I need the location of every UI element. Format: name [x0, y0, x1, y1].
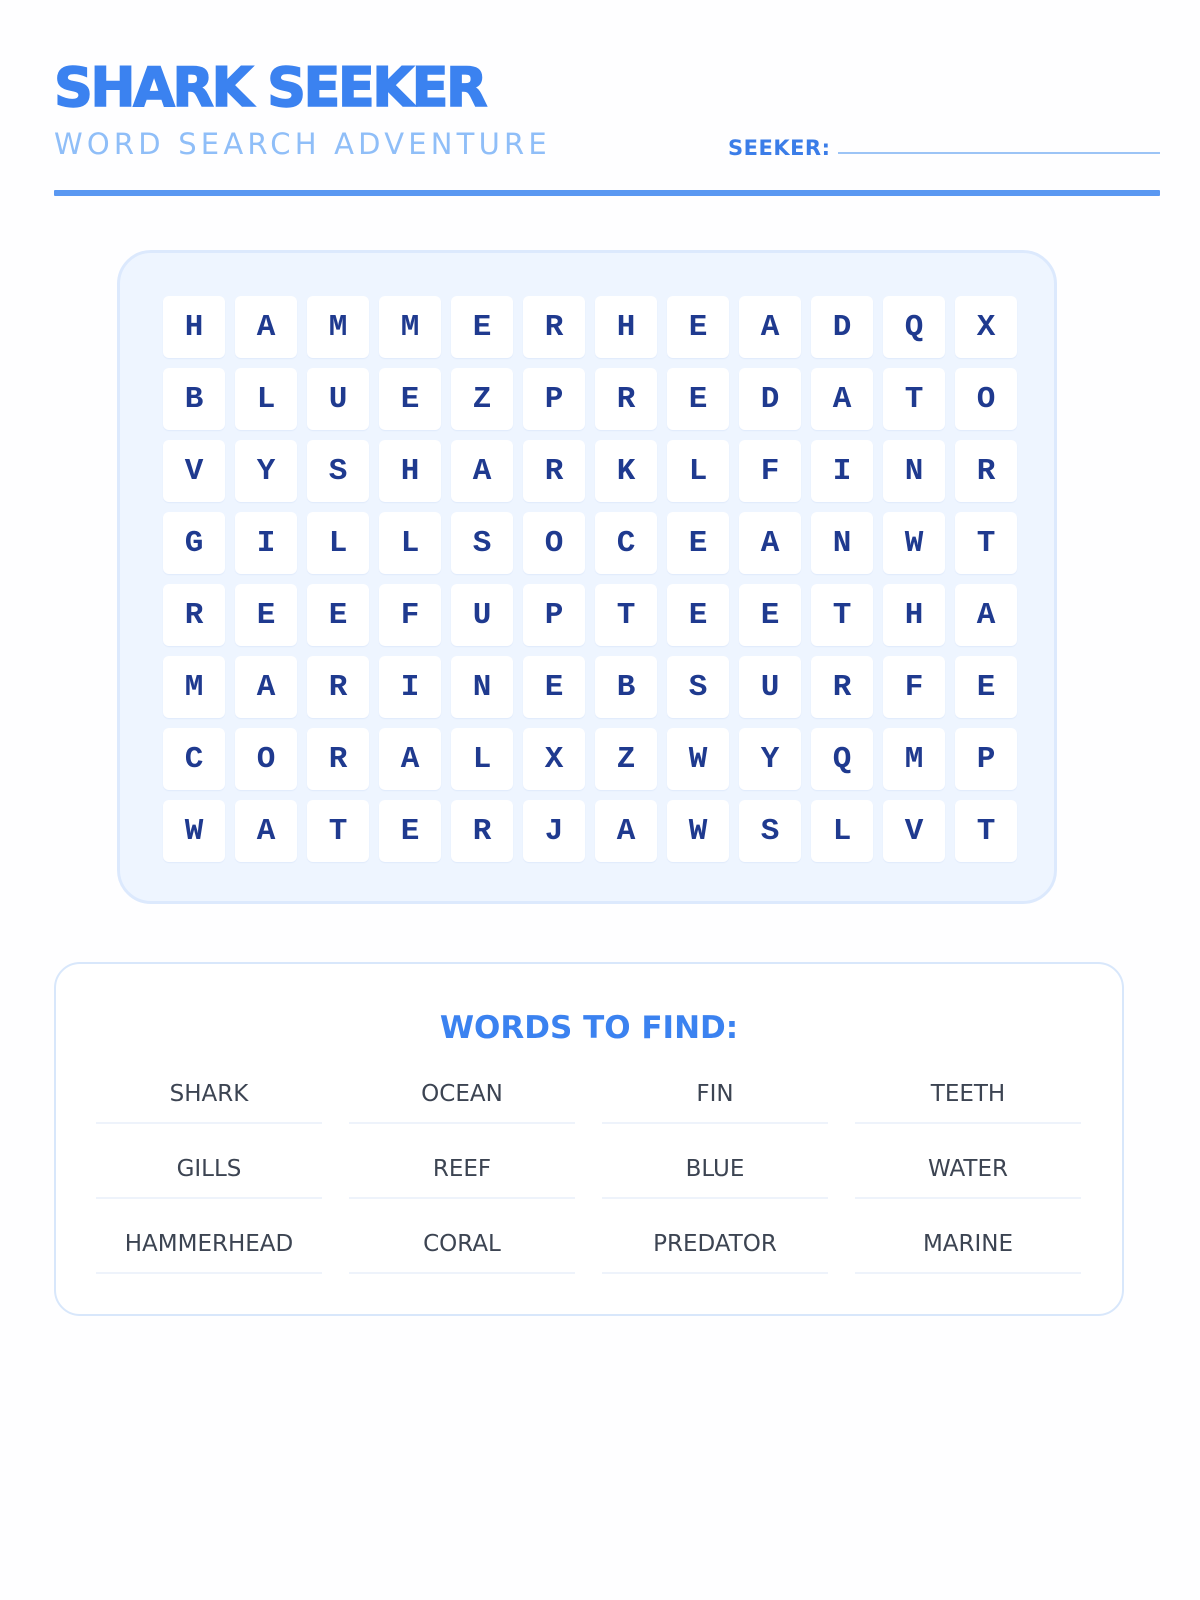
grid-cell[interactable]: A: [811, 368, 873, 430]
word-list-item: HAMMERHEAD: [96, 1214, 322, 1274]
grid-cell[interactable]: O: [955, 368, 1017, 430]
grid-cell[interactable]: B: [595, 656, 657, 718]
grid-cell[interactable]: E: [379, 368, 441, 430]
grid-cell[interactable]: E: [955, 656, 1017, 718]
grid-cell[interactable]: E: [379, 800, 441, 862]
grid-cell[interactable]: G: [163, 512, 225, 574]
seeker-label: SEEKER:: [728, 136, 831, 160]
grid-cell[interactable]: E: [451, 296, 513, 358]
grid-cell[interactable]: N: [883, 440, 945, 502]
seeker-name-line[interactable]: [838, 152, 1160, 154]
grid-cell[interactable]: A: [451, 440, 513, 502]
grid-cell[interactable]: L: [811, 800, 873, 862]
grid-cell[interactable]: V: [883, 800, 945, 862]
grid-cell[interactable]: T: [955, 512, 1017, 574]
grid-cell[interactable]: E: [667, 368, 729, 430]
grid-cell[interactable]: F: [883, 656, 945, 718]
grid-cell[interactable]: A: [235, 656, 297, 718]
grid-cell[interactable]: B: [163, 368, 225, 430]
grid-cell[interactable]: T: [307, 800, 369, 862]
grid-cell[interactable]: R: [451, 800, 513, 862]
grid-cell[interactable]: V: [163, 440, 225, 502]
grid-cell[interactable]: D: [811, 296, 873, 358]
word-list-item: GILLS: [96, 1139, 322, 1199]
grid-cell[interactable]: E: [667, 296, 729, 358]
grid-cell[interactable]: E: [667, 512, 729, 574]
grid-cell[interactable]: A: [739, 296, 801, 358]
grid-cell[interactable]: I: [235, 512, 297, 574]
grid-cell[interactable]: W: [667, 800, 729, 862]
grid-cell[interactable]: C: [163, 728, 225, 790]
grid-cell[interactable]: W: [883, 512, 945, 574]
word-list-panel: [54, 962, 1124, 1316]
grid-cell[interactable]: R: [163, 584, 225, 646]
grid-cell[interactable]: T: [811, 584, 873, 646]
grid-cell[interactable]: U: [739, 656, 801, 718]
word-list-item: SHARK: [96, 1064, 322, 1124]
grid-cell[interactable]: E: [235, 584, 297, 646]
grid-cell[interactable]: X: [955, 296, 1017, 358]
grid-cell[interactable]: N: [451, 656, 513, 718]
grid-cell[interactable]: T: [883, 368, 945, 430]
grid-cell[interactable]: N: [811, 512, 873, 574]
grid-cell[interactable]: C: [595, 512, 657, 574]
grid-cell[interactable]: A: [595, 800, 657, 862]
grid-cell[interactable]: L: [235, 368, 297, 430]
word-list-item: FIN: [602, 1064, 828, 1124]
grid-cell[interactable]: H: [595, 296, 657, 358]
grid-cell[interactable]: M: [163, 656, 225, 718]
page-subtitle: WORD SEARCH ADVENTURE: [54, 127, 551, 161]
grid-cell[interactable]: I: [811, 440, 873, 502]
grid-cell[interactable]: W: [667, 728, 729, 790]
grid-cell[interactable]: T: [955, 800, 1017, 862]
grid-cell[interactable]: J: [523, 800, 585, 862]
grid-cell[interactable]: S: [307, 440, 369, 502]
grid-cell[interactable]: A: [955, 584, 1017, 646]
word-list-item: TEETH: [855, 1064, 1081, 1124]
grid-cell[interactable]: A: [235, 296, 297, 358]
grid-cell[interactable]: Y: [739, 728, 801, 790]
grid-cell[interactable]: S: [667, 656, 729, 718]
grid-cell[interactable]: E: [739, 584, 801, 646]
word-list-item: CORAL: [349, 1214, 575, 1274]
grid-cell[interactable]: P: [955, 728, 1017, 790]
grid-cell[interactable]: E: [523, 656, 585, 718]
grid-cell[interactable]: F: [739, 440, 801, 502]
grid-cell[interactable]: L: [451, 728, 513, 790]
grid-cell[interactable]: L: [667, 440, 729, 502]
grid-cell[interactable]: P: [523, 368, 585, 430]
grid-cell[interactable]: R: [811, 656, 873, 718]
grid-cell[interactable]: U: [451, 584, 513, 646]
grid-cell[interactable]: R: [955, 440, 1017, 502]
grid-cell[interactable]: Z: [451, 368, 513, 430]
word-list-item: PREDATOR: [602, 1214, 828, 1274]
grid-cell[interactable]: S: [739, 800, 801, 862]
grid-cell[interactable]: M: [307, 296, 369, 358]
grid-cell[interactable]: L: [307, 512, 369, 574]
grid-cell[interactable]: R: [595, 368, 657, 430]
grid-cell[interactable]: T: [595, 584, 657, 646]
word-list-item: OCEAN: [349, 1064, 575, 1124]
header: [54, 56, 1160, 204]
grid-cell[interactable]: R: [307, 656, 369, 718]
grid-cell[interactable]: Z: [595, 728, 657, 790]
grid-cell[interactable]: X: [523, 728, 585, 790]
grid-cell[interactable]: F: [379, 584, 441, 646]
grid-cell[interactable]: A: [379, 728, 441, 790]
grid-cell[interactable]: W: [163, 800, 225, 862]
grid-cell[interactable]: A: [739, 512, 801, 574]
grid-cell[interactable]: O: [235, 728, 297, 790]
grid-cell[interactable]: U: [307, 368, 369, 430]
grid-cell[interactable]: M: [883, 728, 945, 790]
word-list-item: REEF: [349, 1139, 575, 1199]
grid-cell[interactable]: H: [379, 440, 441, 502]
letter-grid: [117, 250, 1057, 904]
grid-cell[interactable]: S: [451, 512, 513, 574]
grid-cell[interactable]: H: [163, 296, 225, 358]
grid-cell[interactable]: M: [379, 296, 441, 358]
word-list-item: WATER: [855, 1139, 1081, 1199]
word-list-title: WORDS TO FIND:: [439, 1010, 739, 1046]
grid-cell[interactable]: Q: [883, 296, 945, 358]
grid-cell[interactable]: Y: [235, 440, 297, 502]
page-title: SHARK SEEKER: [54, 56, 486, 119]
grid-cell[interactable]: K: [595, 440, 657, 502]
word-list-item: MARINE: [855, 1214, 1081, 1274]
grid-cell[interactable]: A: [235, 800, 297, 862]
grid-cell[interactable]: R: [523, 296, 585, 358]
grid-cell[interactable]: R: [523, 440, 585, 502]
grid-cell[interactable]: O: [523, 512, 585, 574]
grid-cell[interactable]: Q: [811, 728, 873, 790]
grid-cell[interactable]: R: [307, 728, 369, 790]
grid-cell[interactable]: L: [379, 512, 441, 574]
grid-cell[interactable]: D: [739, 368, 801, 430]
grid-cell[interactable]: I: [379, 656, 441, 718]
grid-cell[interactable]: E: [307, 584, 369, 646]
grid-cell[interactable]: P: [523, 584, 585, 646]
grid-cell[interactable]: H: [883, 584, 945, 646]
header-divider: [54, 190, 1160, 196]
word-list-item: BLUE: [602, 1139, 828, 1199]
grid-cell[interactable]: E: [667, 584, 729, 646]
